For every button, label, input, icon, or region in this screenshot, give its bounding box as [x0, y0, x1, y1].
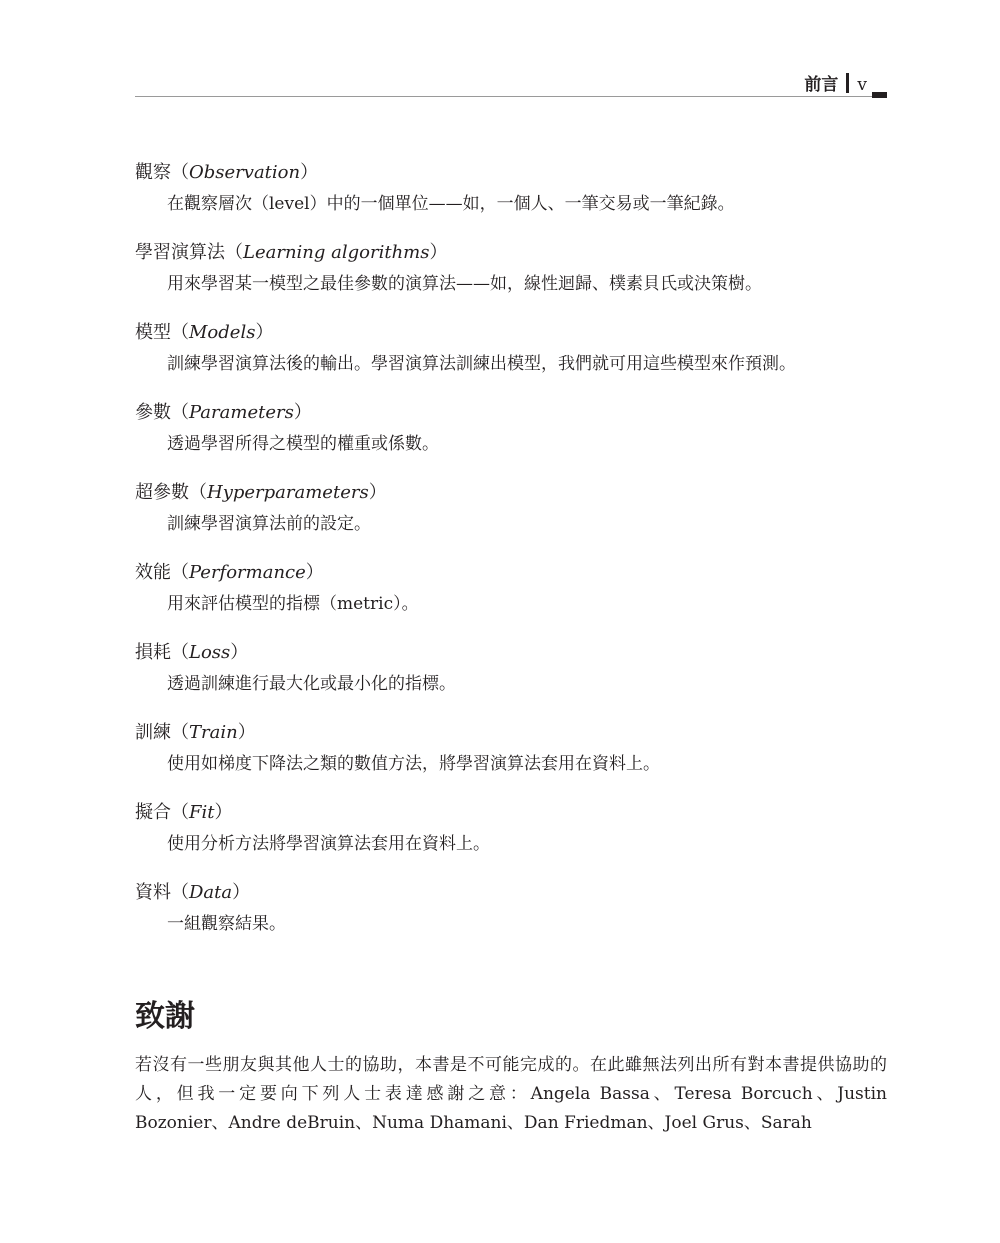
term-definition: 一組觀察結果。 — [167, 914, 286, 934]
term-english: Train — [189, 722, 238, 743]
term-definition: 透過學習所得之模型的權重或係數。 — [167, 434, 439, 454]
glossary-list — [135, 160, 887, 960]
term-definition: 在觀察層次（level）中的一個單位——如，一個人、一筆交易或一筆紀錄。 — [167, 194, 735, 214]
term-chinese: 訓練 — [135, 722, 171, 743]
term-chinese: 擬合 — [135, 802, 171, 823]
term-chinese: 效能 — [135, 562, 171, 583]
term-title: 資料（Data） — [135, 882, 251, 903]
term-english: Fit — [189, 802, 215, 823]
glossary-term — [135, 800, 887, 859]
term-definition: 使用如梯度下降法之類的數值方法，將學習演算法套用在資料上。 — [167, 754, 660, 774]
term-english: Data — [189, 882, 233, 903]
term-title: 參數（Parameters） — [135, 402, 312, 423]
term-title: 訓練（Train） — [135, 722, 256, 743]
glossary-term — [135, 640, 887, 699]
header-thumb-tab — [872, 92, 887, 98]
glossary-term — [135, 560, 887, 619]
header-text — [804, 70, 867, 95]
term-definition: 使用分析方法將學習演算法套用在資料上。 — [167, 834, 490, 854]
glossary-term — [135, 480, 887, 539]
page-number: v — [857, 75, 867, 95]
term-title: 超參數（Hyperparameters） — [135, 482, 387, 503]
glossary-term — [135, 880, 887, 939]
term-chinese: 模型 — [135, 322, 171, 343]
term-definition: 訓練學習演算法前的設定。 — [167, 514, 371, 534]
term-definition: 用來評估模型的指標（metric）。 — [167, 594, 419, 614]
header-separator — [846, 73, 849, 93]
term-chinese: 損耗 — [135, 642, 171, 663]
term-definition: 透過訓練進行最大化或最小化的指標。 — [167, 674, 456, 694]
glossary-term — [135, 240, 887, 299]
term-chinese: 資料 — [135, 882, 171, 903]
header-rule — [135, 96, 887, 97]
glossary-term — [135, 160, 887, 219]
term-english: Parameters — [189, 402, 294, 423]
section-heading: 致謝 — [135, 999, 195, 1034]
term-chinese: 參數 — [135, 402, 171, 423]
glossary-term — [135, 400, 887, 459]
term-english: Loss — [189, 642, 231, 663]
term-english: Performance — [189, 562, 306, 583]
term-title: 模型（Models） — [135, 322, 274, 343]
term-english: Learning algorithms — [243, 242, 430, 263]
glossary-term — [135, 720, 887, 779]
running-header — [135, 60, 887, 97]
term-english: Observation — [189, 162, 301, 183]
header-section-title: 前言 — [804, 75, 839, 95]
term-title: 效能（Performance） — [135, 562, 324, 583]
term-english: Hyperparameters — [207, 482, 369, 503]
term-chinese: 學習演算法 — [135, 242, 225, 263]
term-definition: 訓練學習演算法後的輸出。學習演算法訓練出模型，我們就可用這些模型來作預測。 — [167, 354, 796, 374]
acknowledgements-paragraph: 若沒有一些朋友與其他人士的協助，本書是不可能完成的。在此雖無法列出所有對本書提供協助的人，但我一定要向下列人士表達感謝之意：Angela Bassa、Teresa Borcuch、Justin Bozonier、Andre deBruin、Numa Dhamani、Dan Friedman、Joel Grus、Sarah — [135, 1055, 887, 1133]
term-chinese: 觀察 — [135, 162, 171, 183]
term-chinese: 超參數 — [135, 482, 189, 503]
term-title: 學習演算法（Learning algorithms） — [135, 242, 448, 263]
glossary-term — [135, 320, 887, 379]
term-title: 損耗（Loss） — [135, 642, 249, 663]
term-english: Models — [189, 322, 256, 343]
term-definition: 用來學習某一模型之最佳參數的演算法——如，線性迴歸、樸素貝氏或決策樹。 — [167, 274, 762, 294]
term-title: 觀察（Observation） — [135, 162, 319, 183]
term-title: 擬合（Fit） — [135, 802, 233, 823]
